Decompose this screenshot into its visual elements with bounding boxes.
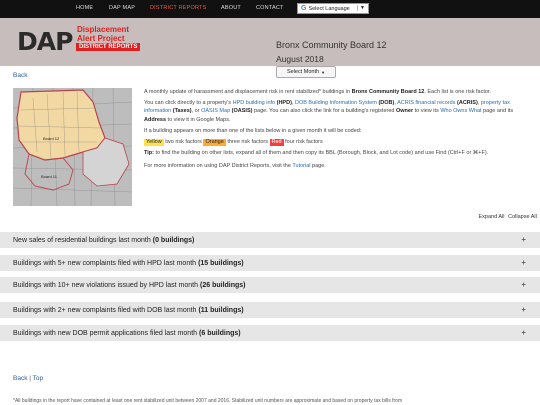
owner-label: Owner — [395, 108, 414, 115]
intro-text: to view it in Google Maps. — [166, 116, 231, 123]
dob-tag: (DOB) — [378, 100, 395, 107]
orange-badge: Orange — [205, 139, 224, 146]
orange-legend-text: three risk factors — [227, 139, 268, 146]
caret-down-icon: ▼ — [321, 69, 326, 75]
nav-home[interactable]: HOME — [76, 5, 94, 11]
section-title: Buildings with 10+ new violations issued by HPD last month — [13, 281, 199, 289]
report-month: August 2018 — [276, 54, 324, 64]
section-title: New sales of residential buildings last month — [13, 236, 151, 244]
collapse-all-button[interactable]: Collapse All — [508, 214, 537, 220]
section-count: (11 buildings) — [198, 306, 244, 314]
dob-bis-link[interactable]: DOB Building Information System — [294, 100, 377, 107]
section-hpd-violations[interactable] — [0, 277, 540, 293]
yellow-legend-text: two risk factors — [165, 139, 202, 146]
section-count: (0 buildings) — [152, 236, 195, 244]
oasis-tag: (OASIS) — [231, 108, 253, 115]
intro-text: A monthly update of harassment and displacement risk in rent stabilized* buildings in — [144, 89, 352, 95]
map-svg — [13, 88, 132, 206]
property-tax-link[interactable]: property tax information — [144, 100, 510, 115]
expand-all-button[interactable]: Expand All — [478, 214, 505, 220]
tip-label: Tip: — [144, 150, 154, 157]
board-11-label: Board 11 — [41, 174, 57, 179]
expand-plus-icon[interactable]: + — [521, 235, 526, 244]
hpd-building-info-link[interactable]: HPD building info — [232, 100, 276, 107]
who-owns-what-link[interactable]: Who Owns What — [440, 108, 482, 115]
intro-text: page. — [310, 163, 326, 170]
footer-back-link[interactable]: Back — [13, 375, 28, 382]
expand-plus-icon[interactable]: + — [521, 328, 526, 337]
intro-text: page and its — [481, 108, 514, 115]
report-intro: A monthly update of harassment and displacement risk in rent stabilized* buildings in Bronx Community Board 12. Each list is one risk factor. You can click directly to a property's HPD building info (HPD), DOB Building Information System (DOB), ACRIS financial records (ACRIS), property tax information (Taxes), or OASIS Map (OASIS) page. You can also click the link for a building's registered Owner to view its Who Owns What page and its Address to view it in Google Maps. If a building appears on more than one of the lists below in a given month it will be coded: Yellow two risk factors Orange three risk factors Red four risk factors Tip: to find the building on other lists, expand all of them and then copy its BBL (Borough, Block, and Lot code) and use Find (Ctrl+F or ⌘+F). For more information on using DAP District Reports, visit the Tutorial page. — [144, 88, 529, 174]
top-nav — [0, 0, 540, 18]
acris-link[interactable]: ACRIS financial records — [397, 100, 456, 107]
intro-text: . Each list is one risk factor. — [424, 89, 491, 95]
section-title: Buildings with 5+ new complaints filed with HPD last month — [13, 259, 197, 267]
back-top-links — [13, 375, 43, 382]
section-dob-permits[interactable] — [0, 325, 540, 341]
section-count: (15 buildings) — [198, 259, 244, 267]
section-dob-complaints[interactable] — [0, 302, 540, 318]
logo-tag: DISTRICT REPORTS — [76, 43, 140, 51]
acris-tag: (ACRIS) — [457, 100, 478, 107]
nav-about[interactable]: ABOUT — [221, 5, 241, 11]
section-count: (6 buildings) — [199, 329, 241, 337]
intro-board-name: Bronx Community Board 12 — [351, 89, 425, 95]
intro-text: For more information on using DAP District Reports, visit the — [144, 163, 293, 170]
nav-dap-map[interactable]: DAP MAP — [109, 5, 136, 11]
address-label: Address — [144, 116, 167, 123]
section-title: Buildings with new DOB permit applications filed last month — [13, 329, 198, 337]
section-title: Buildings with 2+ new complaints filed with DOB last month — [13, 306, 197, 314]
chevron-down-icon: ▼ — [357, 5, 365, 11]
expand-plus-icon[interactable]: + — [521, 280, 526, 289]
google-icon: G — [301, 5, 307, 12]
nav-contact[interactable]: CONTACT — [256, 5, 284, 11]
section-new-sales[interactable] — [0, 232, 540, 248]
tip-text: to find the building on other lists, expand all of them and then copy its BBL (Borough, Block, and Lot code) and use Find (Ctrl+F or ⌘+F). — [153, 150, 489, 157]
section-count: (26 buildings) — [200, 281, 246, 289]
color-legend — [144, 138, 529, 146]
back-link[interactable]: Back — [13, 72, 28, 79]
section-hpd-complaints[interactable] — [0, 255, 540, 271]
page-header — [0, 18, 540, 75]
hpd-tag: (HPD) — [276, 100, 292, 107]
language-select[interactable] — [297, 3, 369, 14]
intro-text: You can click directly to a property's — [144, 100, 233, 107]
coding-explanation: If a building appears on more than one of the lists below in a given month it will be coded: — [144, 127, 362, 134]
expand-plus-icon[interactable]: + — [521, 258, 526, 267]
language-select-label: Select Language — [308, 5, 350, 12]
district-map[interactable] — [13, 88, 132, 206]
footnote: *All buildings in the report have contained at least one rent stabilized unit between 2007 and 2016. Stabilized unit numbers are approximate and based on property tax bills from — [13, 398, 403, 404]
red-badge: Red — [271, 139, 282, 146]
taxes-tag: (Taxes) — [172, 108, 192, 115]
dap-logo-mark[interactable]: DAP — [17, 27, 73, 56]
yellow-badge: Yellow — [146, 139, 162, 146]
footer-top-link[interactable]: Top — [32, 375, 44, 382]
red-legend-text: four risk factors — [285, 139, 323, 146]
dap-logo-text: Displacement Alert Project — [77, 25, 130, 43]
board-name: Bronx Community Board 12 — [276, 40, 387, 50]
tutorial-link[interactable]: Tutorial — [292, 163, 311, 170]
separator: | — [29, 375, 31, 382]
intro-text: to view its — [413, 108, 441, 115]
expand-plus-icon[interactable]: + — [521, 305, 526, 314]
board-12-label: Board 12 — [43, 136, 60, 141]
nav-district-reports[interactable]: DISTRICT REPORTS — [150, 5, 207, 11]
intro-text: page. You can also click the link for a building's registered — [252, 108, 396, 115]
oasis-map-link[interactable]: OASIS Map — [201, 108, 231, 115]
select-month-button[interactable]: Select Month ▼ — [276, 66, 336, 78]
